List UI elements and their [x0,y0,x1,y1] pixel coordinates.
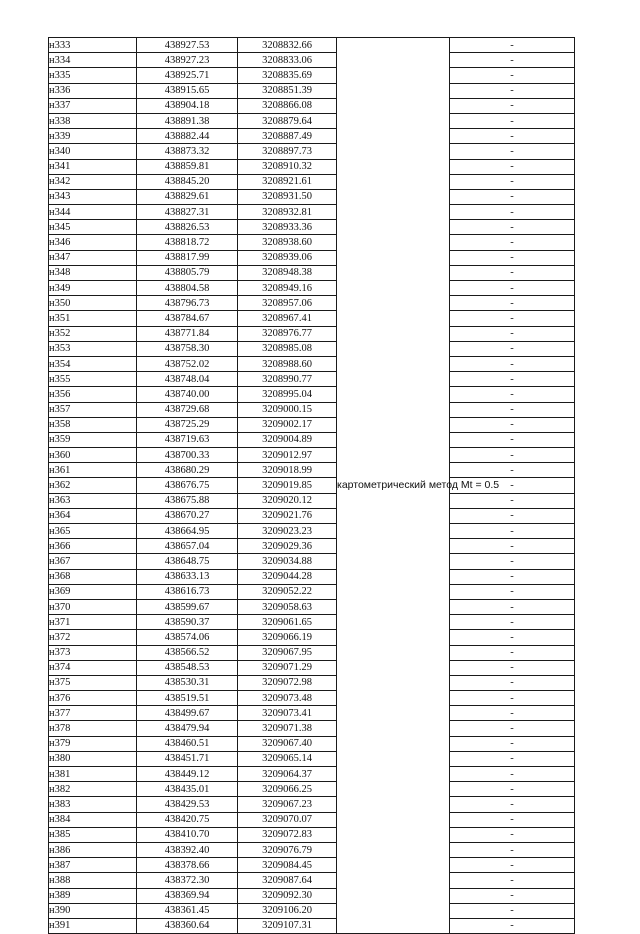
y-coordinate-cell: 3209107.31 [238,918,337,933]
y-coordinate-cell: 3209072.83 [238,827,337,842]
y-coordinate-cell: 3208938.60 [238,235,337,250]
point-cell: н364 [49,508,137,523]
table-row [49,311,575,326]
note-cell: - [450,842,575,857]
x-coordinate-cell: 438771.84 [137,326,238,341]
x-coordinate-cell: 438451.71 [137,751,238,766]
y-coordinate-cell: 3209058.63 [238,599,337,614]
table-row [49,372,575,387]
x-coordinate-cell: 438752.02 [137,356,238,371]
table-row [49,797,575,812]
point-cell: н376 [49,691,137,706]
point-cell: н383 [49,797,137,812]
table-row [49,98,575,113]
note-cell: - [450,827,575,842]
point-cell: н361 [49,463,137,478]
table-row [49,83,575,98]
point-cell: н372 [49,630,137,645]
x-coordinate-cell: 438657.04 [137,539,238,554]
x-coordinate-cell: 438826.53 [137,220,238,235]
note-cell: - [450,797,575,812]
x-coordinate-cell: 438675.88 [137,493,238,508]
note-cell: - [450,599,575,614]
note-cell: - [450,691,575,706]
y-coordinate-cell: 3209018.99 [238,463,337,478]
point-cell: н342 [49,174,137,189]
note-cell: - [450,812,575,827]
table-row [49,554,575,569]
note-cell: - [450,205,575,220]
point-cell: н335 [49,68,137,83]
point-cell: н374 [49,660,137,675]
y-coordinate-cell: 3209072.98 [238,675,337,690]
note-cell: - [450,584,575,599]
y-coordinate-cell: 3209004.89 [238,432,337,447]
point-cell: н382 [49,782,137,797]
note-cell: - [450,873,575,888]
note-cell: - [450,858,575,873]
note-cell: - [450,524,575,539]
x-coordinate-cell: 438859.81 [137,159,238,174]
point-cell: н343 [49,189,137,204]
y-coordinate-cell: 3209002.17 [238,417,337,432]
y-coordinate-cell: 3209071.29 [238,660,337,675]
y-coordinate-cell: 3209066.25 [238,782,337,797]
note-cell: - [450,645,575,660]
y-coordinate-cell: 3208897.73 [238,144,337,159]
y-coordinate-cell: 3209064.37 [238,767,337,782]
note-cell: - [450,706,575,721]
table-row [49,751,575,766]
y-coordinate-cell: 3208879.64 [238,113,337,128]
point-cell: н390 [49,903,137,918]
note-cell: - [450,448,575,463]
y-coordinate-cell: 3208866.08 [238,98,337,113]
y-coordinate-cell: 3209073.41 [238,706,337,721]
x-coordinate-cell: 438829.61 [137,189,238,204]
y-coordinate-cell: 3208921.61 [238,174,337,189]
x-coordinate-cell: 438725.29 [137,417,238,432]
y-coordinate-cell: 3208990.77 [238,372,337,387]
note-cell: - [450,220,575,235]
note-cell: - [450,660,575,675]
table-row [49,356,575,371]
note-cell: - [450,281,575,296]
table-row [49,463,575,478]
point-cell: н356 [49,387,137,402]
table-row [49,524,575,539]
y-coordinate-cell: 3208988.60 [238,356,337,371]
x-coordinate-cell: 438740.00 [137,387,238,402]
point-cell: н380 [49,751,137,766]
table-row [49,903,575,918]
y-coordinate-cell: 3208939.06 [238,250,337,265]
note-cell: - [450,372,575,387]
x-coordinate-cell: 438648.75 [137,554,238,569]
point-cell: н365 [49,524,137,539]
table-row [49,691,575,706]
x-coordinate-cell: 438599.67 [137,599,238,614]
table-row [49,827,575,842]
point-cell: н357 [49,402,137,417]
x-coordinate-cell: 438748.04 [137,372,238,387]
x-coordinate-cell: 438873.32 [137,144,238,159]
point-cell: н347 [49,250,137,265]
x-coordinate-cell: 438499.67 [137,706,238,721]
y-coordinate-cell: 3208957.06 [238,296,337,311]
table-row [49,68,575,83]
point-cell: н354 [49,356,137,371]
point-cell: н370 [49,599,137,614]
y-coordinate-cell: 3209067.40 [238,736,337,751]
note-cell: - [450,417,575,432]
y-coordinate-cell: 3209020.12 [238,493,337,508]
x-coordinate-cell: 438700.33 [137,448,238,463]
point-cell: н336 [49,83,137,98]
table-row [49,38,575,53]
y-coordinate-cell: 3208910.32 [238,159,337,174]
y-coordinate-cell: 3208835.69 [238,68,337,83]
note-cell: - [450,189,575,204]
x-coordinate-cell: 438817.99 [137,250,238,265]
table-row [49,782,575,797]
note-cell: - [450,463,575,478]
point-cell: н375 [49,675,137,690]
note-cell: - [450,53,575,68]
point-cell: н353 [49,341,137,356]
note-cell: - [450,174,575,189]
point-cell: н363 [49,493,137,508]
table-row [49,250,575,265]
point-cell: н386 [49,842,137,857]
table-row [49,159,575,174]
note-cell: - [450,903,575,918]
y-coordinate-cell: 3208976.77 [238,326,337,341]
table-row [49,432,575,447]
point-cell: н333 [49,38,137,53]
point-cell: н373 [49,645,137,660]
note-cell: - [450,736,575,751]
note-cell: - [450,159,575,174]
table-row [49,508,575,523]
y-coordinate-cell: 3208995.04 [238,387,337,402]
x-coordinate-cell: 438449.12 [137,767,238,782]
x-coordinate-cell: 438927.23 [137,53,238,68]
note-cell: - [450,113,575,128]
x-coordinate-cell: 438827.31 [137,205,238,220]
point-cell: н381 [49,767,137,782]
table-row [49,721,575,736]
point-cell: н369 [49,584,137,599]
x-coordinate-cell: 438796.73 [137,296,238,311]
point-cell: н384 [49,812,137,827]
y-coordinate-cell: 3209023.23 [238,524,337,539]
point-cell: н371 [49,615,137,630]
x-coordinate-cell: 438519.51 [137,691,238,706]
point-cell: н341 [49,159,137,174]
x-coordinate-cell: 438670.27 [137,508,238,523]
x-coordinate-cell: 438664.95 [137,524,238,539]
note-cell: - [450,888,575,903]
x-coordinate-cell: 438758.30 [137,341,238,356]
y-coordinate-cell: 3208933.36 [238,220,337,235]
x-coordinate-cell: 438680.29 [137,463,238,478]
y-coordinate-cell: 3209073.48 [238,691,337,706]
point-cell: н362 [49,478,137,493]
x-coordinate-cell: 438904.18 [137,98,238,113]
point-cell: н385 [49,827,137,842]
table-row [49,660,575,675]
y-coordinate-cell: 3209076.79 [238,842,337,857]
table-row [49,736,575,751]
method-cell: картометрический метод Mt = 0.5 [337,38,450,934]
x-coordinate-cell: 438548.53 [137,660,238,675]
x-coordinate-cell: 438429.53 [137,797,238,812]
point-cell: н355 [49,372,137,387]
x-coordinate-cell: 438460.51 [137,736,238,751]
x-coordinate-cell: 438845.20 [137,174,238,189]
y-coordinate-cell: 3209061.65 [238,615,337,630]
x-coordinate-cell: 438804.58 [137,281,238,296]
x-coordinate-cell: 438729.68 [137,402,238,417]
table-row [49,281,575,296]
point-cell: н387 [49,858,137,873]
y-coordinate-cell: 3209021.76 [238,508,337,523]
x-coordinate-cell: 438882.44 [137,129,238,144]
y-coordinate-cell: 3208851.39 [238,83,337,98]
point-cell: н377 [49,706,137,721]
note-cell: - [450,721,575,736]
y-coordinate-cell: 3209066.19 [238,630,337,645]
y-coordinate-cell: 3208949.16 [238,281,337,296]
x-coordinate-cell: 438530.31 [137,675,238,690]
x-coordinate-cell: 438479.94 [137,721,238,736]
table-row [49,220,575,235]
note-cell: - [450,554,575,569]
table-row [49,113,575,128]
note-cell: - [450,341,575,356]
y-coordinate-cell: 3209071.38 [238,721,337,736]
x-coordinate-cell: 438915.65 [137,83,238,98]
table-row [49,296,575,311]
point-cell: н344 [49,205,137,220]
table-row [49,53,575,68]
note-cell: - [450,493,575,508]
note-cell: - [450,265,575,280]
table-row [49,493,575,508]
note-cell: - [450,356,575,371]
note-cell: - [450,751,575,766]
x-coordinate-cell: 438360.64 [137,918,238,933]
x-coordinate-cell: 438574.06 [137,630,238,645]
table-row [49,873,575,888]
y-coordinate-cell: 3209065.14 [238,751,337,766]
table-row [49,174,575,189]
point-cell: н388 [49,873,137,888]
y-coordinate-cell: 3209092.30 [238,888,337,903]
table-row [49,539,575,554]
x-coordinate-cell: 438784.67 [137,311,238,326]
note-cell: - [450,68,575,83]
y-coordinate-cell: 3209087.64 [238,873,337,888]
point-cell: н389 [49,888,137,903]
x-coordinate-cell: 438590.37 [137,615,238,630]
table-row [49,615,575,630]
table-row [49,402,575,417]
x-coordinate-cell: 438891.38 [137,113,238,128]
point-cell: н334 [49,53,137,68]
note-cell: - [450,144,575,159]
y-coordinate-cell: 3209106.20 [238,903,337,918]
y-coordinate-cell: 3209019.85 [238,478,337,493]
table-row [49,265,575,280]
point-cell: н337 [49,98,137,113]
y-coordinate-cell: 3209000.15 [238,402,337,417]
table-row [49,675,575,690]
x-coordinate-cell: 438616.73 [137,584,238,599]
point-cell: н349 [49,281,137,296]
note-cell: - [450,630,575,645]
point-cell: н348 [49,265,137,280]
x-coordinate-cell: 438566.52 [137,645,238,660]
point-cell: н340 [49,144,137,159]
x-coordinate-cell: 438925.71 [137,68,238,83]
table-row [49,767,575,782]
y-coordinate-cell: 3208967.41 [238,311,337,326]
table-row [49,888,575,903]
x-coordinate-cell: 438361.45 [137,903,238,918]
y-coordinate-cell: 3208932.81 [238,205,337,220]
point-cell: н379 [49,736,137,751]
table-row [49,448,575,463]
y-coordinate-cell: 3208948.38 [238,265,337,280]
note-cell: - [450,296,575,311]
x-coordinate-cell: 438805.79 [137,265,238,280]
table-row [49,842,575,857]
y-coordinate-cell: 3209034.88 [238,554,337,569]
x-coordinate-cell: 438420.75 [137,812,238,827]
y-coordinate-cell: 3209029.36 [238,539,337,554]
y-coordinate-cell: 3209084.45 [238,858,337,873]
x-coordinate-cell: 438676.75 [137,478,238,493]
x-coordinate-cell: 438633.13 [137,569,238,584]
point-cell: н352 [49,326,137,341]
point-cell: н360 [49,448,137,463]
table-row [49,387,575,402]
y-coordinate-cell: 3209052.22 [238,584,337,599]
table-row [49,326,575,341]
table-row [49,918,575,933]
note-cell: - [450,235,575,250]
note-cell: - [450,311,575,326]
point-cell: н345 [49,220,137,235]
point-cell: н367 [49,554,137,569]
y-coordinate-cell: 3209070.07 [238,812,337,827]
x-coordinate-cell: 438392.40 [137,842,238,857]
point-cell: н350 [49,296,137,311]
table-row [49,812,575,827]
table-row [49,205,575,220]
point-cell: н368 [49,569,137,584]
y-coordinate-cell: 3209067.23 [238,797,337,812]
x-coordinate-cell: 438372.30 [137,873,238,888]
y-coordinate-cell: 3208887.49 [238,129,337,144]
y-coordinate-cell: 3208931.50 [238,189,337,204]
y-coordinate-cell: 3208833.06 [238,53,337,68]
table-row [49,144,575,159]
point-cell: н346 [49,235,137,250]
x-coordinate-cell: 438435.01 [137,782,238,797]
note-cell: - [450,767,575,782]
note-cell: - [450,402,575,417]
note-cell: - [450,98,575,113]
note-cell: - [450,478,575,493]
point-cell: н351 [49,311,137,326]
x-coordinate-cell: 438818.72 [137,235,238,250]
note-cell: - [450,83,575,98]
table-row [49,129,575,144]
point-cell: н358 [49,417,137,432]
note-cell: - [450,782,575,797]
coordinates-table [48,37,575,934]
note-cell: - [450,387,575,402]
table-row [49,599,575,614]
y-coordinate-cell: 3209044.28 [238,569,337,584]
note-cell: - [450,675,575,690]
note-cell: - [450,250,575,265]
table-row [49,569,575,584]
table-row [49,341,575,356]
point-cell: н378 [49,721,137,736]
point-cell: н366 [49,539,137,554]
x-coordinate-cell: 438378.66 [137,858,238,873]
y-coordinate-cell: 3208832.66 [238,38,337,53]
coordinates-table-body [49,38,575,934]
x-coordinate-cell: 438719.63 [137,432,238,447]
point-cell: н339 [49,129,137,144]
table-row [49,235,575,250]
note-cell: - [450,432,575,447]
table-row [49,189,575,204]
table-row [49,630,575,645]
note-cell: - [450,326,575,341]
note-cell: - [450,539,575,554]
table-row [49,706,575,721]
x-coordinate-cell: 438410.70 [137,827,238,842]
table-row [49,645,575,660]
y-coordinate-cell: 3209067.95 [238,645,337,660]
x-coordinate-cell: 438927.53 [137,38,238,53]
note-cell: - [450,508,575,523]
note-cell: - [450,615,575,630]
point-cell: н338 [49,113,137,128]
note-cell: - [450,918,575,933]
x-coordinate-cell: 438369.94 [137,888,238,903]
table-row [49,417,575,432]
table-row [49,858,575,873]
note-cell: - [450,129,575,144]
y-coordinate-cell: 3209012.97 [238,448,337,463]
y-coordinate-cell: 3208985.08 [238,341,337,356]
note-cell: - [450,38,575,53]
note-cell: - [450,569,575,584]
point-cell: н359 [49,432,137,447]
table-row [49,584,575,599]
point-cell: н391 [49,918,137,933]
